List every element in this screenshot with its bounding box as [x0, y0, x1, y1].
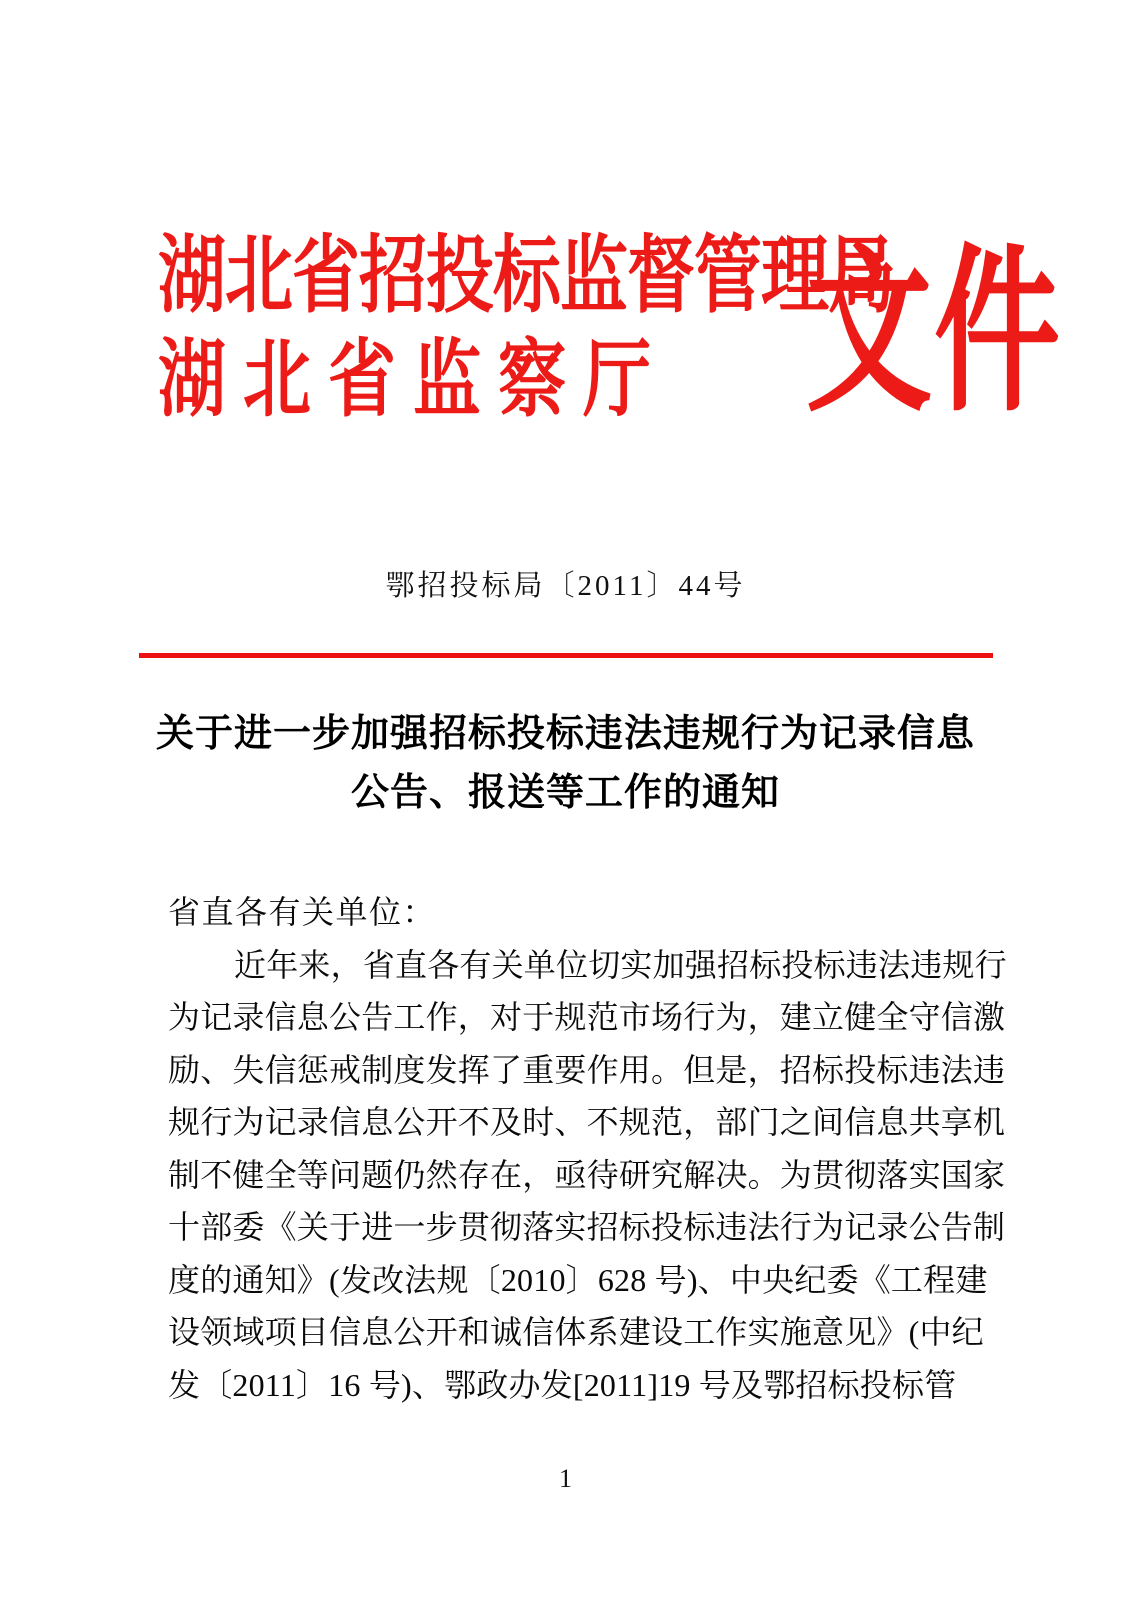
issuer-name-secondary: 湖北省监察厅	[158, 331, 669, 427]
body-line: 规行为记录信息公开不及时、不规范，部门之间信息共享机	[168, 1104, 1006, 1140]
body-line: 为记录信息公告工作，对于规范市场行为，建立健全守信激	[168, 999, 1006, 1035]
body-line: 度的通知》(发改法规〔2010〕628 号)、中央纪委《工程建	[168, 1261, 988, 1298]
body-line: 设领域项目信息公开和诚信体系建设工作实施意见》(中纪	[168, 1314, 984, 1350]
issuing-authorities	[158, 228, 896, 427]
page-title	[130, 705, 1001, 823]
document-word-label: 文件	[806, 236, 1062, 434]
page-title-line-1: 关于进一步加强招标投标违法违规行为记录信息	[155, 713, 975, 755]
page-number: 1	[559, 1464, 572, 1493]
body-line: 十部委《关于进一步贯彻落实招标投标违法行为记录公告制	[168, 1209, 1006, 1245]
body-line: 制不健全等问题仍然存在，亟待研究解决。为贯彻落实国家	[168, 1156, 1006, 1193]
document-body	[168, 886, 1007, 1411]
red-separator-rule	[139, 653, 993, 658]
body-line: 发〔2011〕16 号)、鄂政办发[2011]19 号及鄂招标投标管	[168, 1366, 957, 1403]
salutation: 省直各有关单位：	[168, 894, 437, 930]
body-line: 励、失信惩戒制度发挥了重要作用。但是，招标投标违法违	[168, 1051, 1006, 1088]
letterhead	[0, 228, 1131, 488]
issuer-name-primary: 湖北省招投标监督管理局	[158, 228, 896, 323]
document-reference-number: 鄂招投标局〔2011〕44号	[385, 570, 746, 602]
page-title-line-2: 公告、报送等工作的通知	[350, 771, 780, 814]
body-line: 近年来，省直各有关单位切实加强招标投标违法违规行	[234, 946, 1007, 983]
